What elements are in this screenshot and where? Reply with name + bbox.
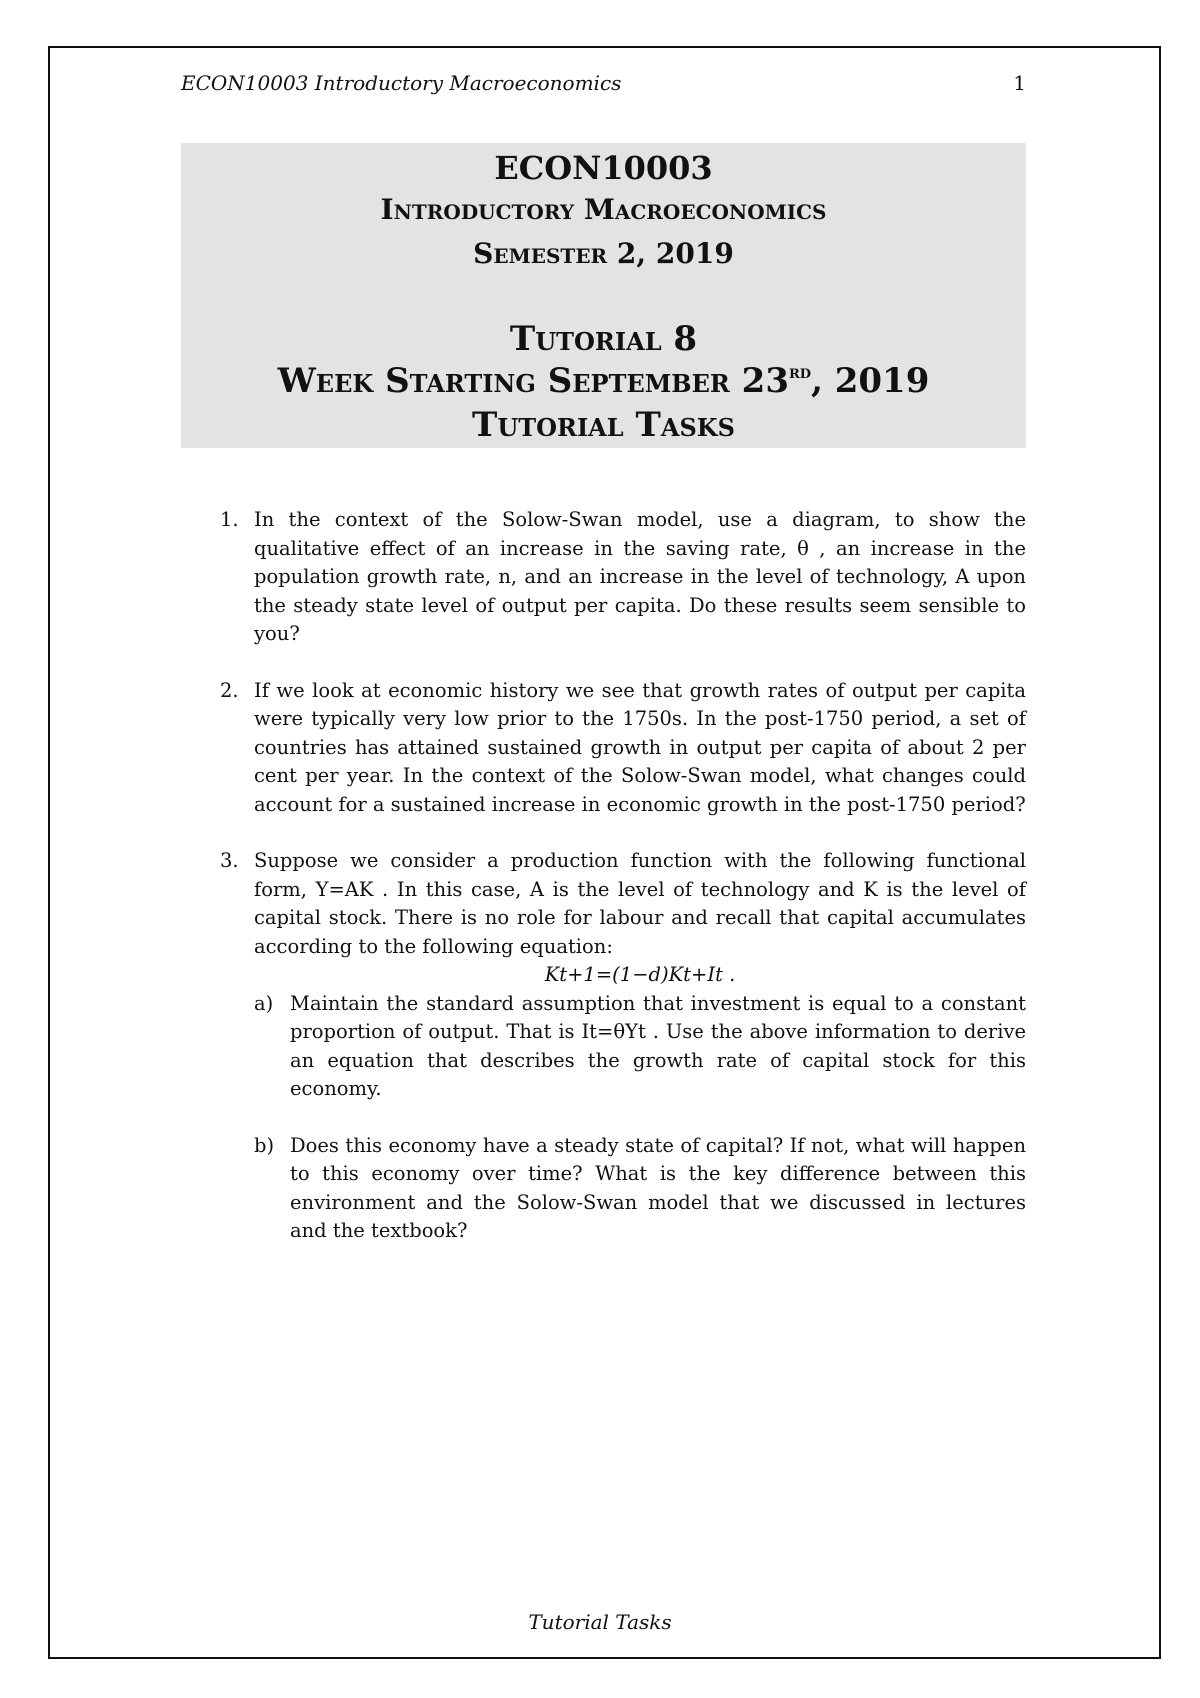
capital-accumulation-equation: Kt+1=(1−d)Kt+It . — [544, 963, 736, 986]
week-ordinal-suffix: rd — [788, 362, 812, 383]
subtask-item — [254, 1132, 1026, 1246]
week-year: , 2019 — [811, 361, 930, 401]
page-number: 1 — [1013, 71, 1026, 95]
task-number: 1. — [220, 508, 239, 531]
task-number: 3. — [220, 849, 239, 872]
subtask-label: b) — [254, 1133, 275, 1157]
subtask-item — [254, 990, 1026, 1104]
task-item — [210, 506, 1026, 649]
tasks-heading: Tutorial Tasks — [472, 405, 735, 445]
course-code: ECON10003 — [494, 149, 713, 187]
running-header-course: ECON10003 Introductory Macroeconomics — [181, 71, 622, 95]
week-starting — [181, 361, 1026, 401]
course-subject: Introductory Macroeconomics — [380, 193, 827, 226]
task-number: 2. — [220, 678, 239, 702]
subtask-label: a) — [254, 991, 274, 1015]
tutorial-number: Tutorial 8 — [509, 319, 698, 359]
task-item — [210, 677, 1026, 820]
task-text: In the context of the Solow-Swan model, use a diagram, to show the qualitative effect of an increase in the saving rate, θ , an increase in the population growth rate, n, and an increase in the level of technology, A upon the steady state level of output per capita. Do these results seem sensible to you? — [254, 508, 1026, 645]
task-text: Suppose we consider a production function with the following functional form, Y=AK . In this case, A is the level of technology and K is the level of capital stock. There is no role for labour and recall that capital accumulates according to the following equation: — [254, 849, 1026, 958]
title-box — [181, 143, 1026, 448]
subtask-text: Maintain the standard assumption that investment is equal to a constant proportion of output. That is It=θYt . Use the above information to derive an equation that describes the growth rate of capital stock for this economy. — [290, 991, 1026, 1100]
running-header — [181, 71, 1026, 95]
subtask-text: Does this economy have a steady state of capital? If not, what will happen to this economy over time? What is the key difference between this environment and the Solow-Swan model that we discussed in lectures and the textbook? — [290, 1133, 1026, 1242]
running-footer: Tutorial Tasks — [528, 1610, 672, 1634]
task-text: If we look at economic history we see that growth rates of output per capita were typically very low prior to the 1750s. In the post-1750 period, a set of countries has attained sustained growth in output per capita of about 2 per cent per year. In the context of the Solow-Swan model, what changes could account for a sustained increase in economic growth in the post-1750 period? — [254, 678, 1026, 816]
task-list — [210, 506, 1026, 1246]
task-item — [210, 847, 1026, 1246]
semester: Semester 2, 2019 — [473, 237, 734, 270]
week-starting-text: Week Starting September 23 — [277, 361, 789, 401]
